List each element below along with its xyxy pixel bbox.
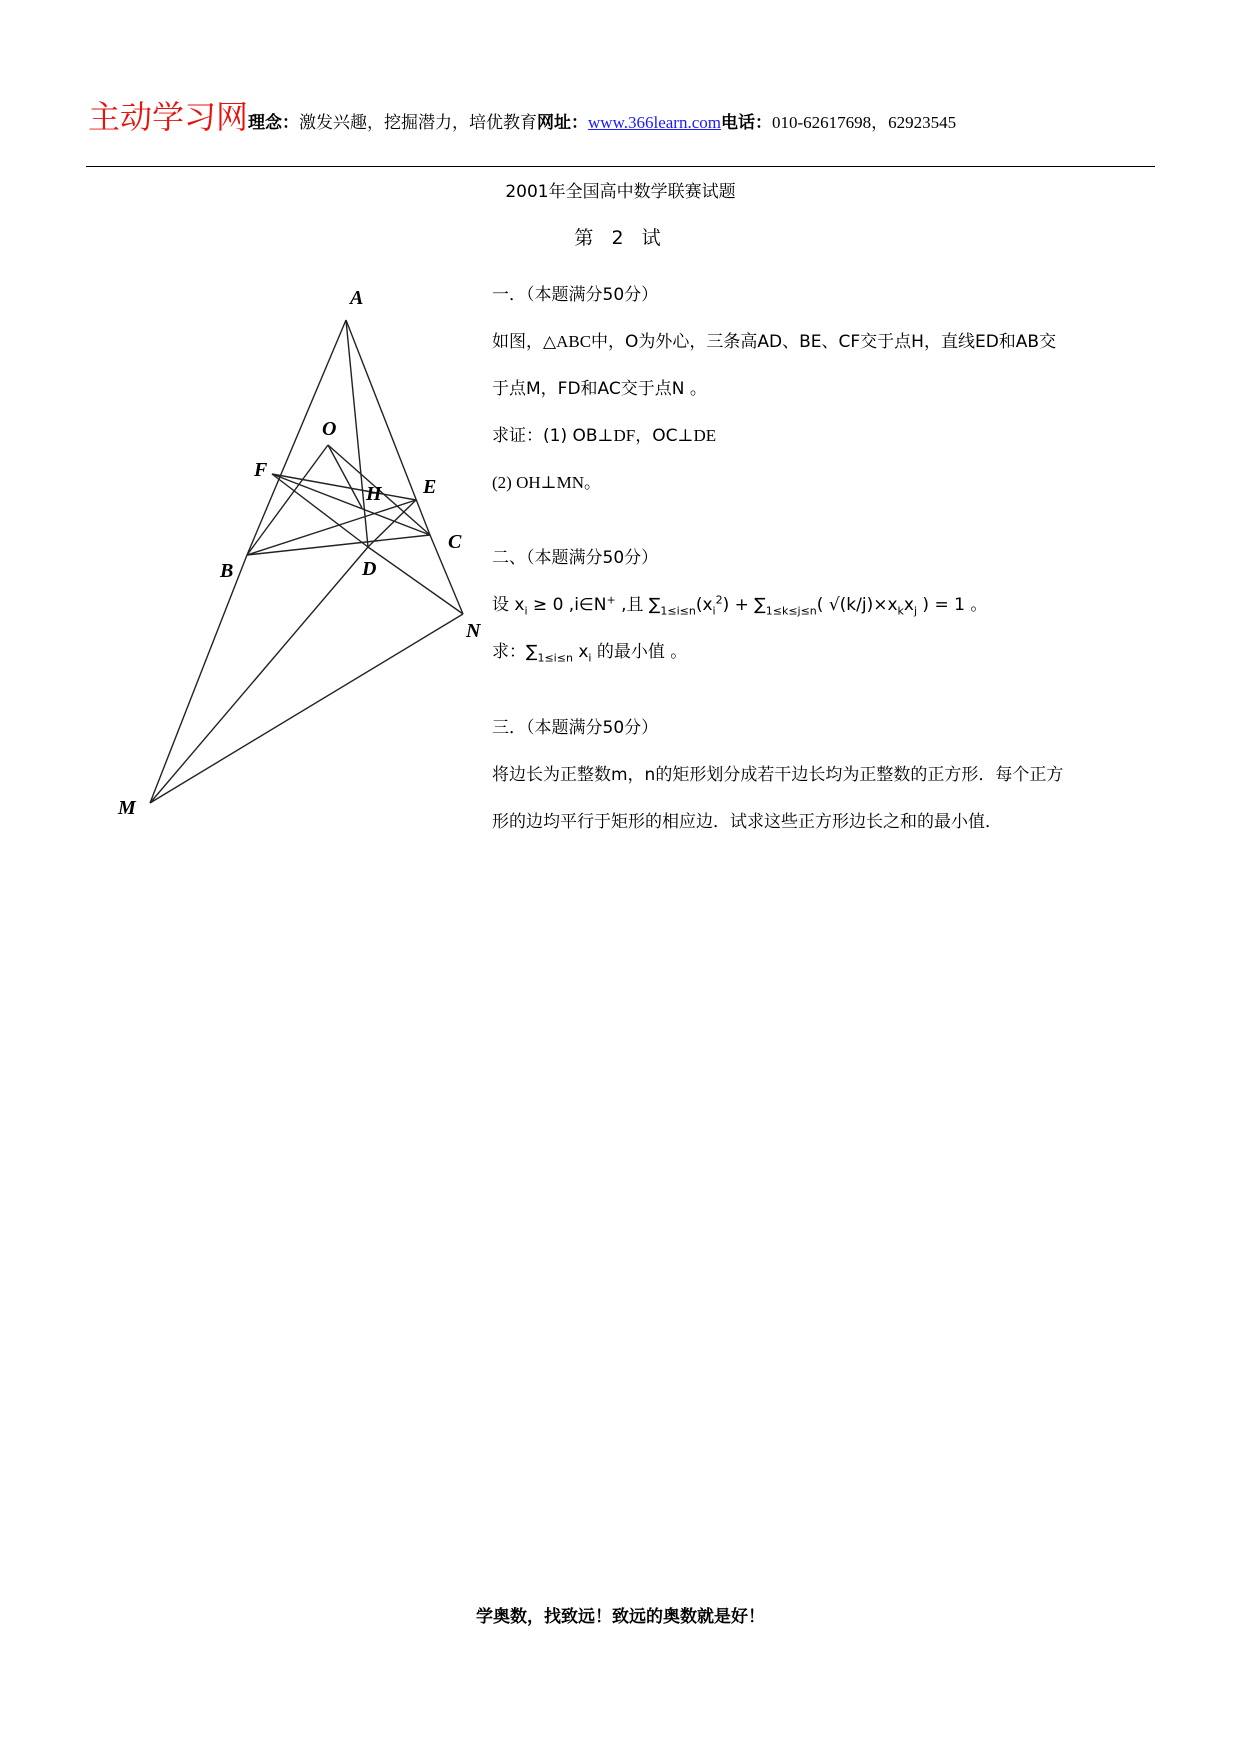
q2-sum1-sq: 2 [715,593,723,607]
page-footer: 学奥数，找致远！致远的奥数就是好！ [476,1607,765,1627]
q1-heading: 一．（本题满分50分） [492,285,659,305]
q1-line4 [492,468,601,493]
page-header [88,92,956,138]
q1-line1 [492,327,1056,352]
q1-line3-perp-df: ⊥DF [597,426,636,445]
q1-line3-perp-de: ⊥DE [677,426,717,445]
q1-line1-triangle: △ABC [543,332,592,351]
document-subtitle: 第 2 试 [574,227,667,249]
q1-line3 [492,421,716,446]
site-link[interactable]: www.366learn.com [588,113,721,132]
label-f: F [254,459,268,481]
q1-line1-part: 如图， [492,332,543,352]
q2-sum1-close: ) + ∑ [722,595,766,615]
q2-condition [492,590,987,617]
idea-text: 激发兴趣，挖掘潜力，培优教育 [299,113,538,133]
q1-line4-end: 。 [584,473,602,493]
q2-heading: 二、（本题满分50分） [492,548,659,568]
q2-sum1-body: (x [695,595,713,615]
header-divider [86,166,1155,167]
q2-cond-x: 设 x [492,595,525,615]
site-label: 网址： [537,113,589,133]
q2-ask-x: x [572,642,589,662]
label-e: E [423,476,437,498]
q2-sum1-range: 1≤i≤n [660,604,696,618]
label-b: B [220,560,234,582]
q3-line1: 将边长为正整数m，n的矩形划分成若干边长均为正整数的正方形．每个正方 [492,765,1064,785]
brand-name: 主动学习网 [88,98,249,136]
document-title: 2001年全国高中数学联赛试题 [505,182,736,202]
label-m: M [118,797,136,819]
q2-sum2-x: x [903,595,914,615]
q2-ask-i: i [588,651,592,665]
geometry-figure [110,280,490,825]
q2-cond-plus: + [606,593,616,607]
q2-ask-range: 1≤i≤n [537,651,573,665]
q2-ask-end: 的最小值 。 [591,642,688,662]
idea-label: 理念： [248,113,300,133]
q2-cond-and: ,且 ∑ [615,595,661,615]
label-a: A [350,287,364,309]
q2-cond-i: i [524,604,528,618]
figure-labels [117,287,482,819]
q1-line3-part: 求证：(1) OB [492,426,598,446]
q2-ask [492,637,687,664]
q2-sum2-k: k [897,604,904,618]
q2-sum1-i: i [712,604,716,618]
figure-lines [150,320,463,803]
q2-sum2-range: 1≤k≤j≤n [765,604,817,618]
q3-line2: 形的边均平行于矩形的相应边．试求这些正方形边长之和的最小值． [492,812,1002,832]
label-n: N [466,620,481,642]
label-h: H [366,483,382,505]
q1-line2: 于点M，FD和AC交于点N 。 [492,379,707,399]
phone-label: 电话： [721,113,772,133]
label-c: C [448,531,462,553]
q2-sum2-end: ) = 1 。 [917,595,988,615]
q2-cond-mid: ≥ 0 ,i∈N [527,595,607,615]
q2-sum2-body: ( √(k/j)×x [816,595,898,615]
phone-text: 010-62617698，62923545 [772,113,957,132]
q2-ask-prefix: 求：∑ [492,642,538,662]
q1-line1-rest: 中，O为外心，三条高AD、BE、CF交于点H，直线ED和AB交 [591,332,1057,352]
q1-line3-oc: ，OC [635,426,678,446]
q2-sum2-j: j [913,604,918,618]
q1-line4-perp-mn: ⊥MN [540,473,585,492]
label-o: O [322,418,337,440]
q3-heading: 三．（本题满分50分） [492,718,659,738]
label-d: D [362,558,377,580]
q1-line4-oh: (2) OH [492,473,541,492]
